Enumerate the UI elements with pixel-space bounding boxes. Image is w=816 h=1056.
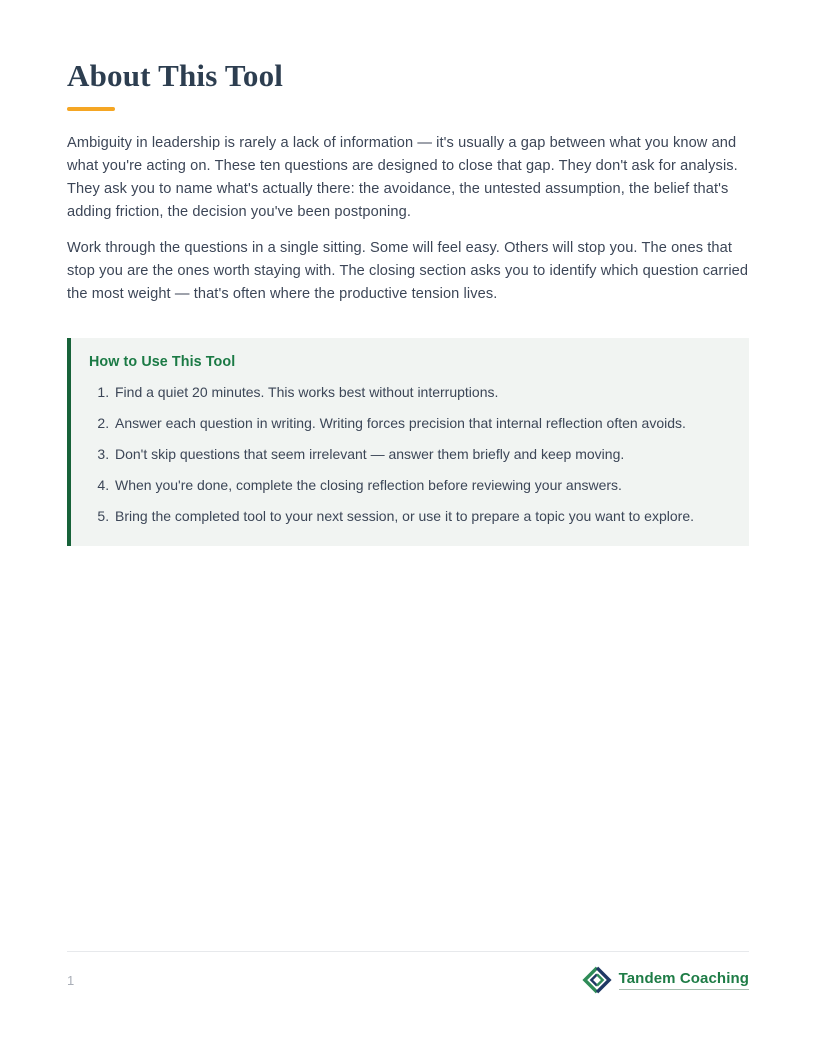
tandem-diamond-logo-icon	[582, 965, 612, 995]
page-number: 1	[67, 972, 75, 988]
callout-step-3: 3. Don't skip questions that seem irrelevant — answer them briefly and keep moving.	[113, 444, 729, 464]
callout-steps-list	[89, 382, 729, 526]
title-accent-bar	[67, 107, 115, 111]
page-footer	[67, 951, 749, 995]
brand-name: Tandem Coaching	[619, 970, 749, 990]
callout-step-5: 5. Bring the completed tool to your next session, or use it to prepare a topic you want to explore.	[113, 506, 729, 526]
callout-title: How to Use This Tool	[89, 353, 236, 370]
how-to-use-callout	[67, 338, 749, 546]
callout-step-2: 2. Answer each question in writing. Writing forces precision that internal reflection often avoids.	[113, 413, 729, 433]
callout-step-4: 4. When you're done, complete the closing reflection before reviewing your answers.	[113, 475, 729, 495]
page-title: About This Tool	[67, 58, 284, 93]
intro-paragraph-1: Ambiguity in leadership is rarely a lack of information — it's usually a gap between what you know and what you're acting on. These ten questions are designed to close that gap. They don't ask for analysis. They ask you to name what's actually there: the avoidance, the untested assumption, the belief that's adding friction, the decision you've been postponing.	[67, 134, 738, 220]
intro-paragraph-2: Work through the questions in a single sitting. Some will feel easy. Others will stop you. The ones that stop you are the ones worth staying with. The closing section asks you to identify which question carried the most weight — that's often where the productive tension lives.	[67, 239, 749, 302]
callout-step-1: 1. Find a quiet 20 minutes. This works best without interruptions.	[113, 382, 729, 402]
brand-logo	[582, 965, 749, 995]
